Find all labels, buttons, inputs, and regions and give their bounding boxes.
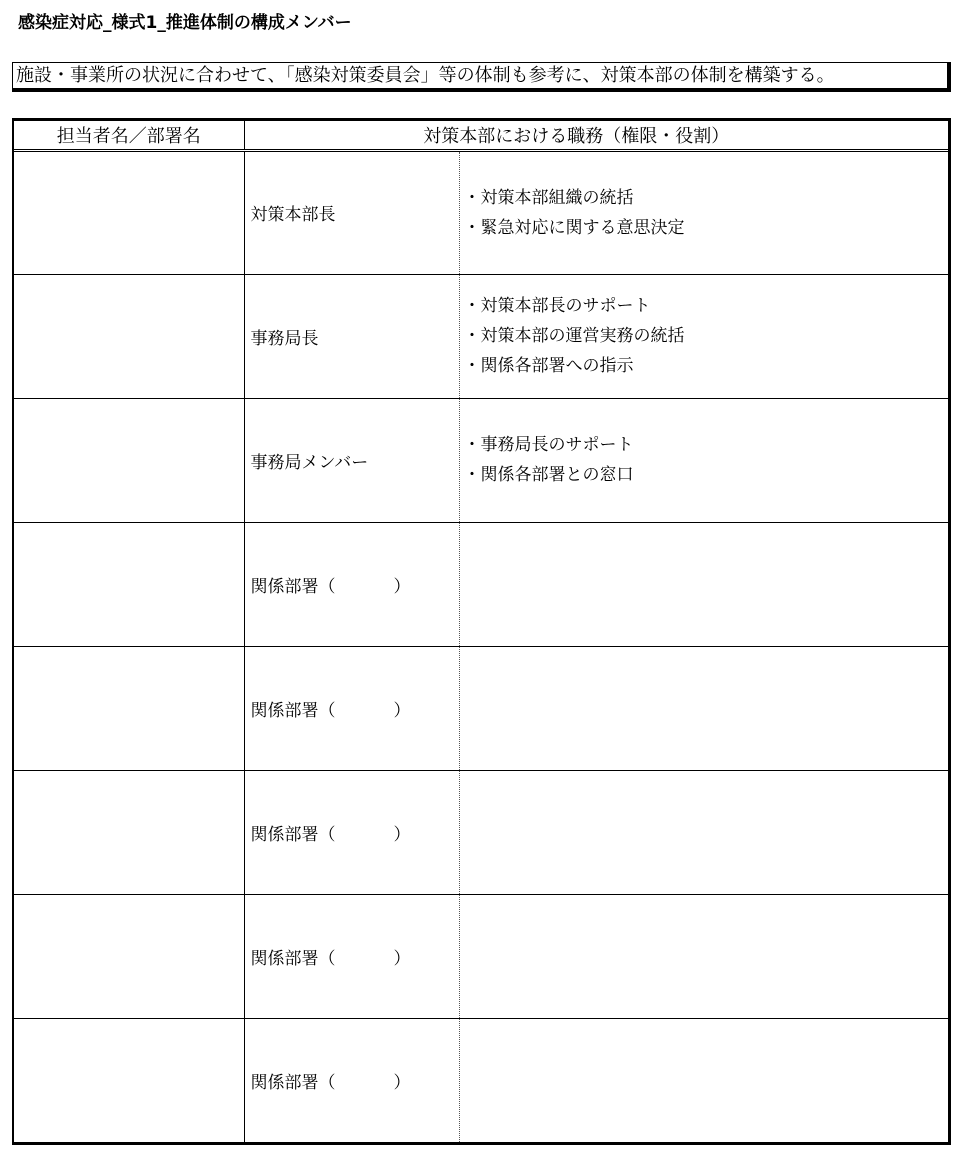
role-cell (244, 1018, 459, 1142)
document-title: 感染症対応_様式1_推進体制の構成メンバー (18, 13, 352, 33)
table-row (14, 274, 948, 398)
duty-item: ・対策本部組織の統括 (463, 187, 634, 208)
table-row (14, 1018, 948, 1142)
role-close-paren: ） (393, 824, 411, 845)
assignee-name-cell[interactable] (14, 1018, 244, 1142)
duty-cell (459, 274, 948, 398)
role-cell (244, 894, 459, 1018)
role-cell (244, 274, 459, 398)
role-close-paren: ） (393, 948, 411, 969)
duty-cell (459, 522, 948, 646)
table-row (14, 398, 948, 522)
duty-cell (459, 150, 948, 274)
table-row (14, 646, 948, 770)
table-row (14, 894, 948, 1018)
role-label: 対策本部長 (250, 205, 336, 225)
duty-item: ・関係各部署への指示 (463, 356, 634, 376)
role-cell (244, 398, 459, 522)
table-header-row (14, 121, 948, 150)
role-close-paren: ） (393, 1072, 411, 1093)
role-cell (244, 522, 459, 646)
role-label: 事務局メンバー (250, 452, 369, 473)
duty-cell (459, 894, 948, 1018)
role-label: 関係部署（ (250, 1072, 336, 1093)
table-row (14, 150, 948, 274)
assignee-name-cell[interactable] (14, 770, 244, 894)
members-table-frame (12, 118, 951, 1145)
duty-item: ・関係各部署との窓口 (463, 465, 634, 485)
role-close-paren: ） (393, 576, 411, 597)
duty-item: ・対策本部の運営実務の統括 (463, 326, 685, 346)
assignee-name-cell[interactable] (14, 522, 244, 646)
duty-cell (459, 646, 948, 770)
members-table (14, 121, 948, 1142)
assignee-name-cell[interactable] (14, 646, 244, 770)
role-close-paren: ） (393, 700, 411, 721)
assignee-name-cell[interactable] (14, 274, 244, 398)
role-cell (244, 646, 459, 770)
duty-cell (459, 398, 948, 522)
duty-item: ・対策本部長のサポート (463, 296, 651, 316)
duty-cell (459, 770, 948, 894)
role-label: 関係部署（ (250, 700, 336, 721)
assignee-name-cell[interactable] (14, 150, 244, 274)
role-cell (244, 770, 459, 894)
role-label: 事務局長 (250, 328, 319, 349)
instruction-box: 施設・事業所の状況に合わせて、「感染対策委員会」等の体制も参考に、対策本部の体制を構築する。 (12, 62, 951, 92)
role-cell (244, 150, 459, 274)
duty-item: ・緊急対応に関する意思決定 (463, 217, 685, 238)
table-row (14, 522, 948, 646)
assignee-name-cell[interactable] (14, 894, 244, 1018)
duty-item: ・事務局長のサポート (463, 435, 634, 455)
role-label: 関係部署（ (250, 576, 336, 597)
header-name: 担当者名／部署名 (14, 121, 244, 150)
table-row (14, 770, 948, 894)
duty-cell (459, 1018, 948, 1142)
header-duty: 対策本部における職務（権限・役割） (244, 121, 948, 150)
role-label: 関係部署（ (250, 824, 336, 845)
table-body (14, 150, 948, 1142)
assignee-name-cell[interactable] (14, 398, 244, 522)
role-label: 関係部署（ (250, 948, 336, 969)
